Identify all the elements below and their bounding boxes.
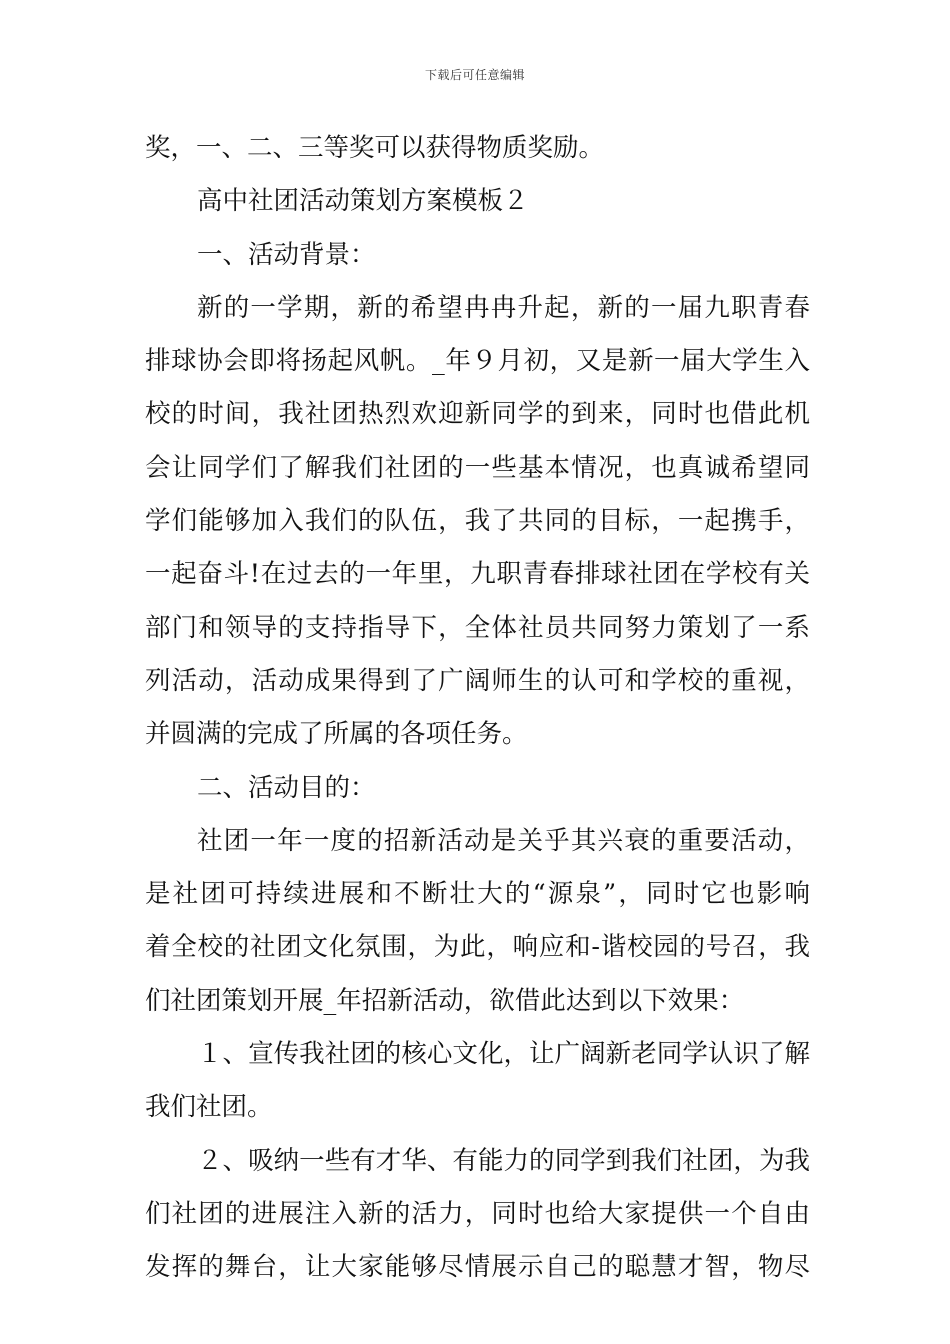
text-line: 一、活动背景： (197, 239, 376, 270)
text-line: 社团一年一度的招新活动是关乎其兴衰的重要活动， (197, 825, 810, 856)
text-line: ２、吸纳一些有才华、有能力的同学到我们社团，为我 (197, 1145, 810, 1176)
text-line: 新的一学期，新的希望冉冉升起，新的一届九职青春 (197, 292, 810, 323)
text-line: 二、活动目的： (197, 772, 376, 803)
document-body (145, 122, 810, 1295)
text-line: 着全校的社团文化氛围，为此，响应和-谐校园的号召，我 (145, 932, 810, 963)
text-line: 校的时间，我社团热烈欢迎新同学的到来，同时也借此机 (145, 399, 810, 430)
text-line: １、宣传我社团的核心文化，让广阔新老同学认识了解 (197, 1039, 810, 1070)
text-line: 列活动，活动成果得到了广阔师生的认可和学校的重视， (145, 665, 810, 696)
text-line: 奖，一、二、三等奖可以获得物质奖励。 (145, 133, 605, 163)
text-line: 发挥的舞台，让大家能够尽情展示自己的聪慧才智，物尽 (145, 1252, 810, 1283)
text-line: 们社团的进展注入新的活力，同时也给大家提供一个自由 (145, 1198, 810, 1229)
text-line: 排球协会即将扬起风帆。_年９月初，又是新一届大学生入 (145, 346, 810, 377)
text-line: 一起奋斗!在过去的一年里，九职青春排球社团在学校有关 (145, 559, 810, 590)
text-line: 学们能够加入我们的队伍，我了共同的目标，一起携手， (145, 506, 810, 537)
text-line: 会让同学们了解我们社团的一些基本情况，也真诚希望同 (145, 452, 810, 483)
text-line: 我们社团。 (145, 1092, 273, 1123)
text-line: 高中社团活动策划方案模板２ (197, 186, 529, 217)
page-header: 下载后可任意编辑 (424, 68, 525, 82)
text-line: 们社团策划开展_年招新活动，欲借此达到以下效果： (145, 985, 745, 1016)
text-line: 部门和领导的支持指导下，全体社员共同努力策划了一系 (145, 612, 810, 643)
text-line: 并圆满的完成了所属的各项任务。 (145, 719, 528, 750)
text-line: 是社团可持续进展和不断壮大的“源泉”，同时它也影响 (145, 879, 810, 910)
